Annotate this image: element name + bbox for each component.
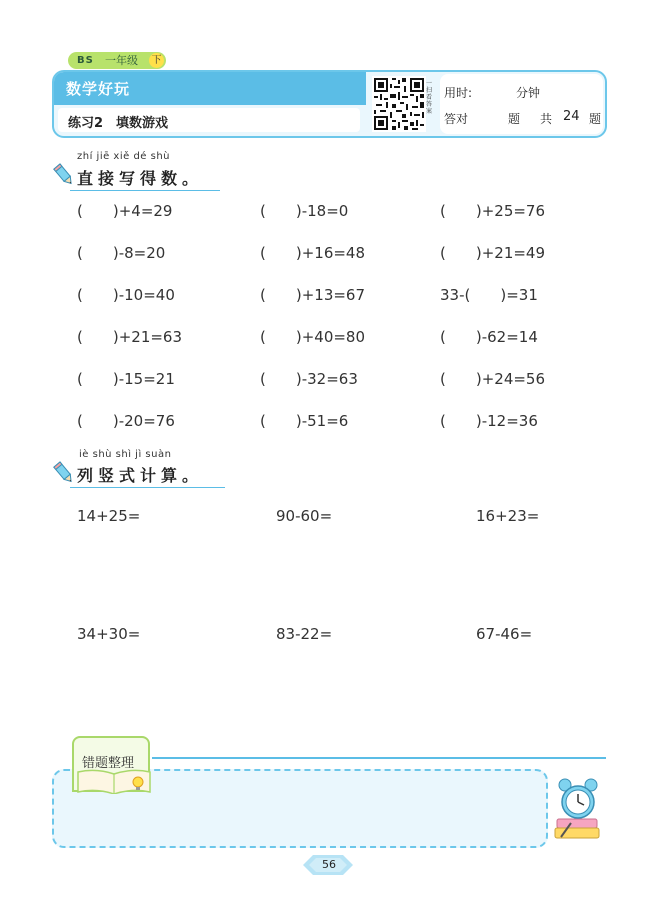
vertical-calc-problem[interactable]: 14+25= [77,507,141,525]
qr-label: 一扫看答案 [426,80,433,115]
open-book-icon [76,768,152,794]
exercise-bar [58,108,360,132]
fill-in-equation[interactable]: ( )-10=40 [77,286,175,304]
alarm-clock-books-icon [553,775,605,841]
header-panel [52,70,607,138]
vertical-calc-problem[interactable]: 83-22= [276,625,333,643]
grade-prefix: BS [77,55,94,66]
fill-in-equation[interactable]: ( )+21=63 [77,328,183,346]
fill-in-equation[interactable]: ( )+40=80 [260,328,366,346]
error-section-title: 错题整理 [82,756,135,771]
grade-half: 下 [149,53,164,68]
correct-label: 答对 [444,112,469,126]
fill-in-equation[interactable]: ( )+25=76 [440,202,546,220]
section1-pinyin: zhí jiē xiě dé shù [77,151,171,162]
vertical-calc-problem[interactable]: 90-60= [276,507,333,525]
fill-in-equation[interactable]: ( )+21=49 [440,244,546,262]
fill-in-equation[interactable]: ( )+16=48 [260,244,366,262]
vertical-calc-problem[interactable]: 16+23= [476,507,540,525]
total-label: 共 [540,112,553,126]
grade-level: 一年级 [105,54,138,67]
page-title: 数学好玩 [66,80,131,98]
fill-in-equation[interactable]: 33-( )=31 [440,286,538,304]
fill-in-equation[interactable]: ( )-51=6 [260,412,349,430]
question-unit: 题 [508,112,521,126]
total-unit: 题 [589,112,602,126]
time-label: 用时: [444,86,473,100]
fill-in-equation[interactable]: ( )-32=63 [260,370,358,388]
total-count: 24 [563,109,580,124]
exercise-title: 练习2 填数游戏 [68,116,169,131]
section1-underline [70,190,220,191]
error-divider [152,757,606,759]
pencil-icon [52,162,76,188]
time-unit: 分钟 [516,86,541,100]
vertical-calc-problem[interactable]: 67-46= [476,625,533,643]
fill-in-equation[interactable]: ( )-15=21 [77,370,175,388]
fill-in-equation[interactable]: ( )+24=56 [440,370,546,388]
fill-in-equation[interactable]: ( )+13=67 [260,286,366,304]
section2-pinyin: iè shù shì jì suàn [79,449,172,460]
header-title-bar [54,72,366,105]
info-panel [440,74,603,134]
fill-in-equation[interactable]: ( )-20=76 [77,412,175,430]
pencil-icon [52,460,76,486]
page-number: 56 [322,858,336,871]
qr-code-icon[interactable] [372,76,426,132]
header-left [54,72,366,136]
fill-in-equation[interactable]: ( )-12=36 [440,412,538,430]
section2-underline [70,487,225,488]
fill-in-equation[interactable]: ( )-8=20 [77,244,166,262]
grade-badge [68,52,166,69]
section1-title: 直接写得数。 [77,169,204,188]
fill-in-equation[interactable]: ( )-18=0 [260,202,349,220]
vertical-calc-problem[interactable]: 34+30= [77,625,141,643]
fill-in-equation[interactable]: ( )-62=14 [440,328,538,346]
section2-title: 列竖式计算。 [77,466,204,485]
fill-in-equation[interactable]: ( )+4=29 [77,202,173,220]
